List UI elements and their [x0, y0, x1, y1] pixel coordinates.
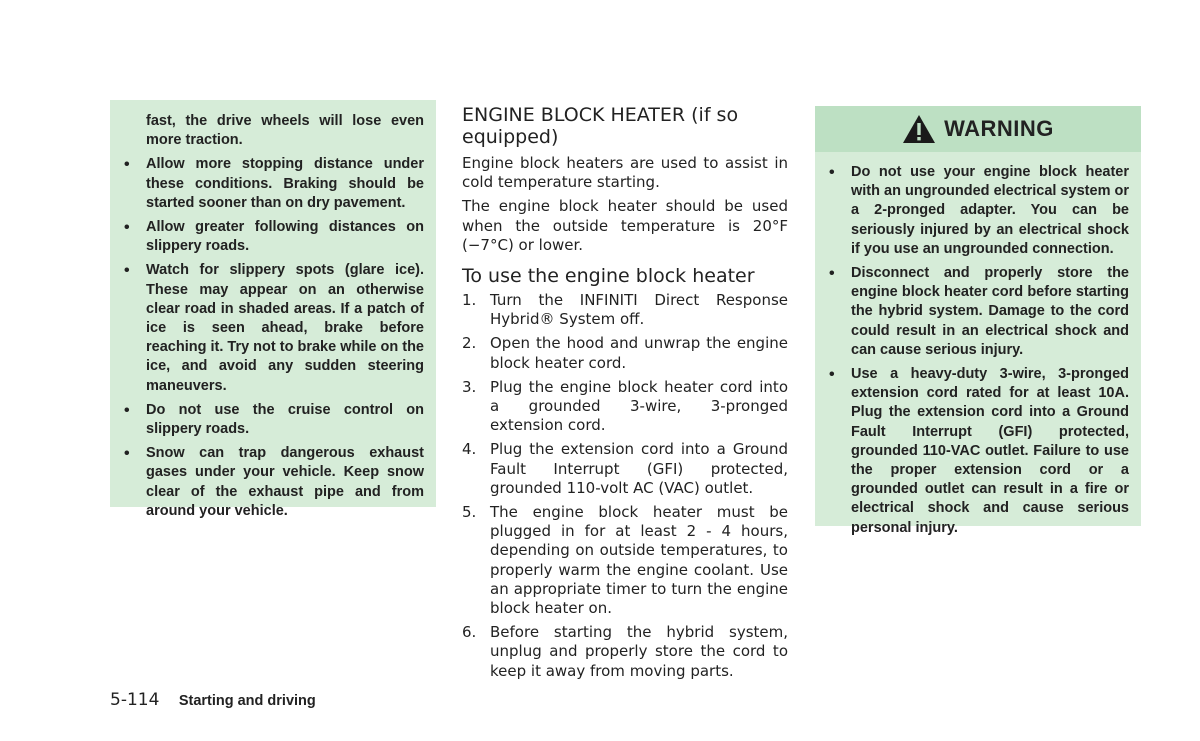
warning-header — [815, 106, 1141, 152]
main-column — [462, 104, 788, 686]
warning-bullet-list — [827, 163, 1129, 538]
list-item: • Use a heavy-duty 3-wire, 3-pronged extension cord rated for at least 10A. Plug the extension cord into a Ground Fault Interrupt (GFI) protected, grounded 110-VAC outlet. Failure to use the proper extension cord or a grounded outlet can result in a fire or electrical shock and cause serious personal injury. — [829, 366, 1129, 536]
step-item: 1. Turn the INFINITI Direct Response Hybrid® System off. — [462, 291, 788, 329]
list-item: • Allow more stopping distance under these conditions. Braking should be started sooner than on dry pavement. — [124, 156, 424, 211]
left-caution-box — [110, 100, 436, 519]
subsection-heading: To use the engine block heater — [462, 265, 755, 288]
bullet-icon: • — [829, 366, 835, 384]
warning-body — [815, 152, 1141, 538]
warning-box — [815, 106, 1141, 536]
step-item: 2. Open the hood and unwrap the engine block heater cord. — [462, 334, 788, 372]
continuation-text: fast, the drive wheels will lose even more traction. — [146, 113, 424, 149]
step-item: 3. Plug the engine block heater cord into a grounded 3-wire, 3-pronged extension cord. — [462, 377, 788, 435]
bullet-icon: • — [124, 401, 130, 419]
bullet-icon: • — [124, 262, 130, 280]
section-heading: ENGINE BLOCK HEATER (if so equipped) — [462, 104, 739, 148]
list-item: • Allow greater following distances on slippery roads. — [124, 219, 424, 255]
list-item: • Do not use the cruise control on slippery roads. — [124, 401, 424, 438]
bullet-icon: • — [829, 265, 835, 283]
intro-paragraph: Engine block heaters are used to assist in cold temperature starting. — [462, 154, 788, 192]
section-name: Starting and driving — [178, 693, 316, 709]
warning-triangle-icon — [902, 114, 936, 144]
page-number: 5-114 — [110, 690, 160, 710]
list-item: • Watch for slippery spots (glare ice). These may appear on an otherwise clear road in shaded areas. If a patch of ice is seen ahead, brake before reaching it. Try not to brake while on the ice, and avoid any sudden steering maneuvers. — [124, 262, 424, 394]
list-item: • Disconnect and properly store the engine block heater cord before starting the hybrid system. Damage to the cord could result in an electrical shock and can cause serious injury. — [829, 265, 1129, 358]
step-item: 5. The engine block heater must be plugged in for at least 2 - 4 hours, depending on outside temperatures, to properly warm the engine coolant. Use an appropriate timer to turn the engine block heater on. — [462, 503, 788, 618]
warning-title: WARNING — [944, 116, 1054, 141]
bullet-icon: • — [124, 445, 130, 463]
bullet-icon: • — [124, 156, 130, 174]
step-item: 4. Plug the extension cord into a Ground Fault Interrupt (GFI) protected, grounded 110-volt AC (VAC) outlet. — [462, 440, 788, 497]
temperature-paragraph: The engine block heater should be used when the outside temperature is 20°F (−7°C) or lower. — [462, 197, 788, 254]
bullet-icon: • — [124, 219, 130, 237]
steps-list — [462, 291, 788, 681]
bullet-icon: • — [829, 164, 835, 181]
page-footer — [110, 690, 316, 710]
step-item: 6. Before starting the hybrid system, unplug and properly store the cord to keep it away from moving parts. — [462, 623, 788, 680]
list-item: • Snow can trap dangerous exhaust gases under your vehicle. Keep snow clear of the exhaust pipe and from around your vehicle. — [124, 445, 424, 519]
list-item: • Do not use your engine block heater with an ungrounded electrical system or a 2-pronged adapter. You can be seriously injured by an electrical shock if you use an ungrounded connection. — [829, 164, 1129, 257]
left-bullet-list — [122, 155, 424, 521]
